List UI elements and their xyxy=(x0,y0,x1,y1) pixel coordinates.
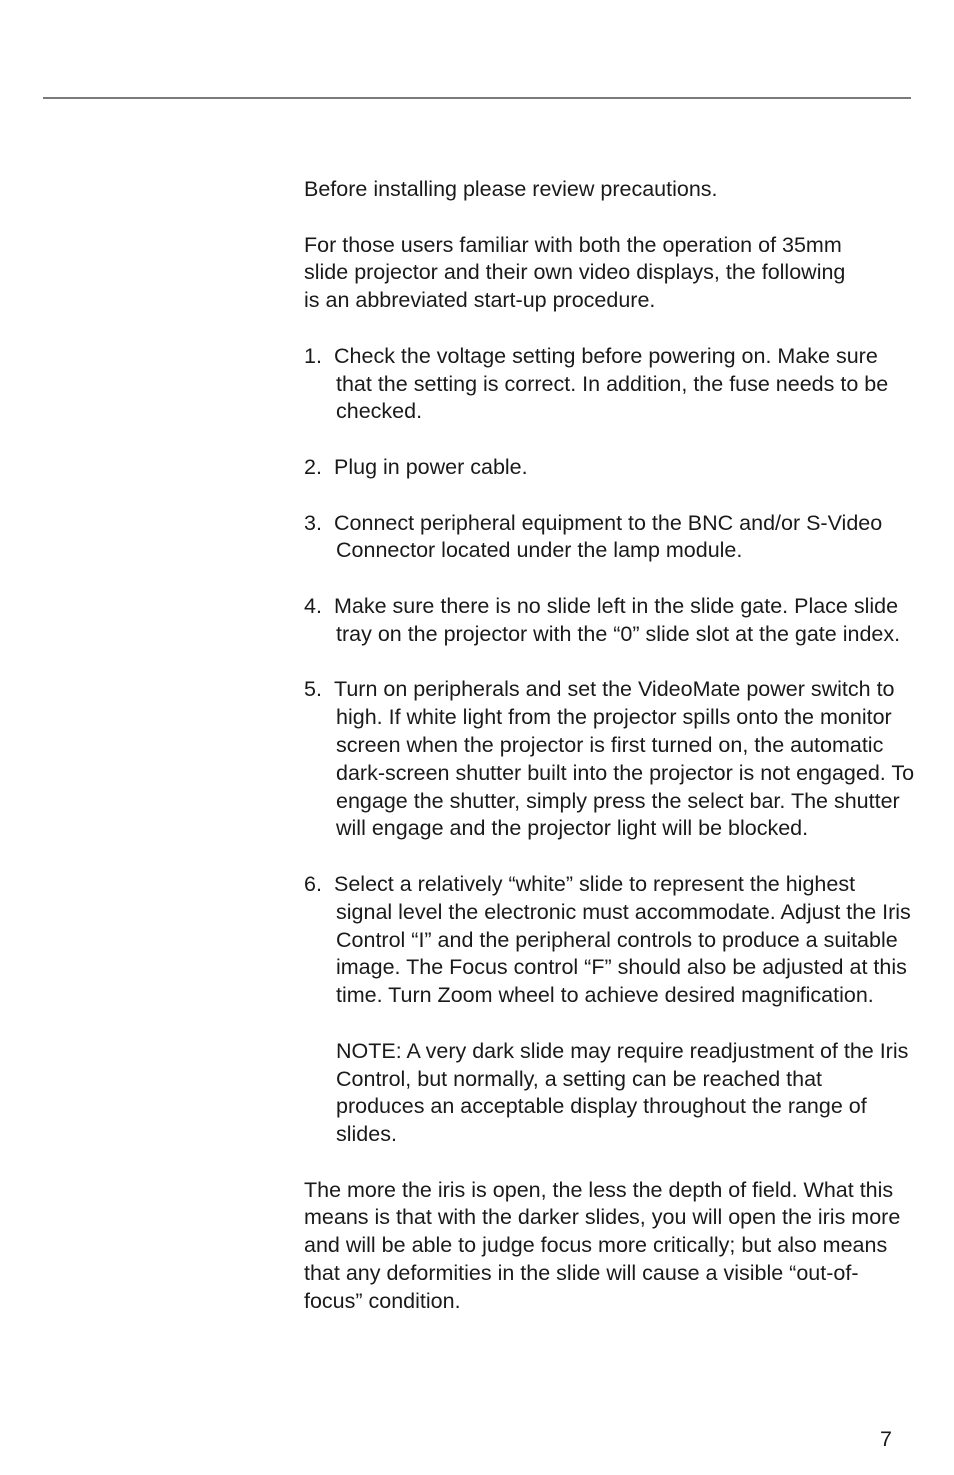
step-number: 6. xyxy=(304,871,322,896)
page-number: 7 xyxy=(880,1427,892,1451)
step-text: Select a relatively “white” slide to represent the highest signal level the electronic must accommodate. Adjust the Iris Control “I” and the peripheral controls to produce a suitable image. The Focus control “F” should also be adjusted at this time. Turn Zoom wheel to achieve desired magnification. xyxy=(334,871,911,1008)
step-number: 2. xyxy=(304,454,322,479)
step-number: 3. xyxy=(304,510,322,535)
step-item xyxy=(304,871,916,1010)
step-item xyxy=(304,510,916,566)
step-text: Turn on peripherals and set the VideoMate power switch to high. If white light from the projector spills onto the monitor screen when the projector is first turned on, the automatic dark-screen shutter built into the projector is not engaged. To engage the shutter, simply press the select bar. The shutter will engage and the projector light will be blocked. xyxy=(334,677,915,841)
step-text: Make sure there is no slide left in the slide gate. Place slide tray on the projector with the “0” slide slot at the gate index. xyxy=(334,593,901,646)
step-text: Connect peripheral equipment to the BNC and/or S-Video Connector located under the lamp module. xyxy=(334,510,883,563)
step-text: Check the voltage setting before powering on. Make sure that the setting is correct. In addition, the fuse needs to be checked. xyxy=(334,343,889,424)
step-item xyxy=(304,593,916,649)
intro-paragraph: Before installing please review precautions. xyxy=(304,177,718,201)
step-number: 5. xyxy=(304,677,322,702)
step-item xyxy=(304,676,916,843)
step-item xyxy=(304,454,916,482)
closing-paragraph: The more the iris is open, the less the depth of field. What this means is that with the darker slides, you will open the iris more and will be able to judge focus more critically; but also means that any deformities in the slide will cause a visible “out-of-focus” condition. xyxy=(304,1177,901,1313)
header-rule xyxy=(43,97,911,99)
step-item xyxy=(304,343,916,426)
step-number: 4. xyxy=(304,593,322,618)
note-paragraph: NOTE: A very dark slide may require readjustment of the Iris Control, but normally, a setting can be reached that produces an acceptable display throughout the range of slides. xyxy=(336,1038,909,1147)
intro-paragraph: For those users familiar with both the operation of 35mm slide projector and their own video displays, the following is an abbreviated start-up procedure. xyxy=(304,232,846,313)
step-text: Plug in power cable. xyxy=(334,454,528,479)
page-body xyxy=(304,176,916,1343)
step-number: 1. xyxy=(304,343,322,368)
